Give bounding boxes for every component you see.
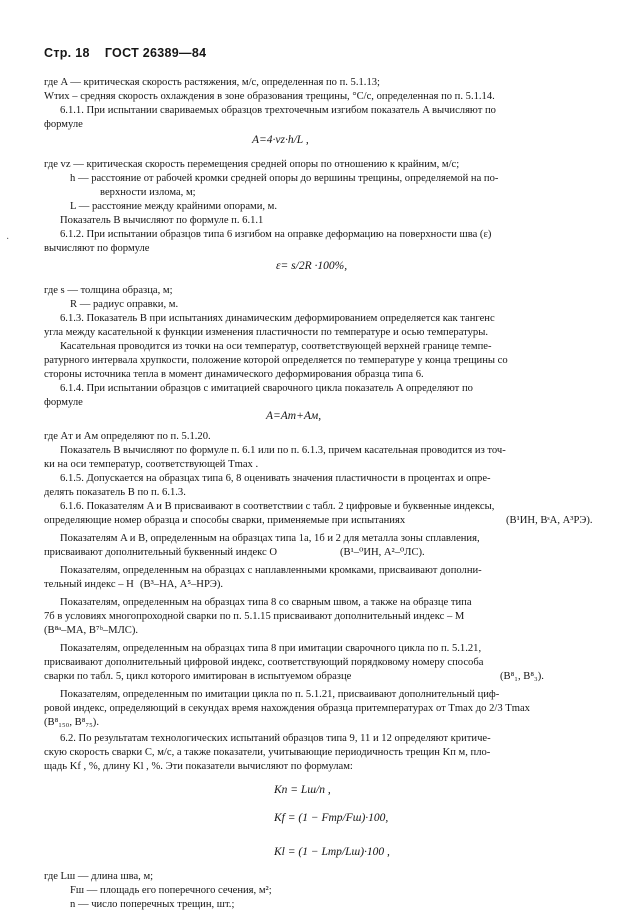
text-line: h — расстояние от рабочей кромки средней опоры до вершины трещины, определяемой на по- <box>70 173 499 184</box>
text-line: где A — критическая скорость растяжения, м/с, определенная по п. 5.1.13; <box>44 77 380 88</box>
text-line: присваивают дополнительный цифровой индекс, соответствующий порядковому номеру способа <box>44 657 484 668</box>
text-line: ки на оси температур, соответствующей Tmax . <box>44 459 259 470</box>
text-line: где s — толщина образца, м; <box>44 285 173 296</box>
text-line: вычисляют по формуле <box>44 243 150 254</box>
text-line: щадь Kf , %, длину Kl , %. Эти показатели вычисляют по формулам: <box>44 761 353 772</box>
text-line: где vz — критическая скорость перемещения средней опоры по отношению к крайним, м/с; <box>44 159 460 170</box>
text-line: Показателям, определенным по имитации цикла по п. 5.1.21, присваивают дополнительный циф- <box>60 689 500 700</box>
text-line: стороны источника тепла в момент динамического деформирования образца типа 6. <box>44 369 424 380</box>
text-line: 6.1.3. Показатель B при испытаниях динамическим деформированием определяется как тангенс <box>60 313 495 324</box>
text-line: Касательная проводится из точки на оси температур, соответствующей верхней границе темпе- <box>60 341 492 352</box>
text-line: формуле <box>44 119 83 130</box>
text-line: Показателям, определенным на образцах с наплавленными кромками, присваивают дополни- <box>60 565 482 576</box>
formula-kf: Kf = (1 − Fтр/Fш)·100, <box>274 812 389 824</box>
text-line: Показатель B вычисляют по формуле п. 6.1.1 <box>60 215 264 226</box>
text-line: ратурного интервала хрупкости, положение которой определяется по температуре у конца трещины со <box>44 355 508 366</box>
text-line: тельный индекс – Н <box>44 579 134 590</box>
text-line: где Lш — длина шва, м; <box>44 871 154 882</box>
formula-a: A=4·vz·h/L , <box>252 134 309 146</box>
text-line: ровой индекс, определяющий в секундах время нахождения образца притемпературах от Tmax до 2/3 Tmax <box>44 703 530 714</box>
text-line: Fш — площадь его поперечного сечения, м²; <box>70 885 272 896</box>
text-line: где Aт и Aм определяют по п. 5.1.20. <box>44 431 211 442</box>
text-line: 6.2. По результатам технологических испытаний образцов типа 9, 11 и 12 определяют критиче- <box>60 733 491 744</box>
text-line: L — расстояние между крайними опорами, м. <box>70 201 278 212</box>
formula-kl: Kl = (1 − Lтр/Lш)·100 , <box>274 846 390 858</box>
index-set: (B⁸₁₅₀, B⁸₇₅). <box>44 717 99 728</box>
index-set: (B¹–⁰ИН, A²–⁰ЛС). <box>340 547 425 558</box>
text-line: Показателям, определенным на образцах типа 8 со сварным швом, а также на образце типа <box>60 597 472 608</box>
margin-mark: · <box>6 234 10 245</box>
text-line: сварки по табл. 5, цикл которого имитирован в испытуемом образце <box>44 671 352 682</box>
text-line: 6.1.2. При испытании образцов типа 6 изгибом на оправке деформацию на поверхности шва (ε) <box>60 229 492 240</box>
text-line: Показатель B вычисляют по формуле п. 6.1 или по п. 6.1.3, причем касательная проводится из точ- <box>60 445 506 456</box>
text-line: 6.1.1. При испытании свариваемых образцов трехточечным изгибом показатель A вычисляют по <box>60 105 496 116</box>
index-set: (B¹ИН, BˢА, A³РЭ). <box>506 515 593 526</box>
index-set: (B⁸ᵃ–МА, B⁷ᵇ–МЛС). <box>44 625 139 636</box>
text-line: 6.1.6. Показателям A и B присваивают в соответствии с табл. 2 цифровые и буквенные индексы, <box>60 501 495 512</box>
text-line: формуле <box>44 397 83 408</box>
text-line: присваивают дополнительный буквенный индекс О <box>44 547 278 558</box>
text-line: n — число поперечных трещин, шт.; <box>70 899 235 910</box>
text-line: R — радиус оправки, м. <box>70 299 179 310</box>
text-line: определяющие номер образца и способы сварки, применяемые при испытаниях <box>44 515 406 526</box>
index-set: (B³–НА, A⁵–НРЭ). <box>140 579 224 590</box>
text-line: 6.1.5. Допускается на образцах типа 6, 8 оценивать значения пластичности в процентах и опре- <box>60 473 491 484</box>
text-line: 7б в условиях многопроходной сварки по п. 5.1.15 присваивают дополнительный индекс – М <box>44 611 465 622</box>
text-line: Wтих – средняя скорость охлаждения в зоне образования трещины, °С/с, определенная по п. 5.1.14. <box>44 91 495 102</box>
text-line: 6.1.4. При испытании образцов с имитацией сварочного цикла показатель A определяют по <box>60 383 473 394</box>
formula-epsilon: ε= s/2R ·100%, <box>276 260 348 272</box>
page-header <box>44 46 206 60</box>
text-line: верхности излома, м; <box>100 187 196 198</box>
text-line: угла между касательной к функции изменения пластичности по температуре и осью температуры. <box>44 327 488 338</box>
text-line: Показателям A и B, определенным на образцах типа 1а, 1б и 2 для металла зоны сплавления, <box>60 533 480 544</box>
formula-a-sum: A=Aт+Aм, <box>266 410 322 422</box>
index-set: (B⁸₁, B⁸₃). <box>500 671 544 682</box>
text-line: Показателям, определенным на образцах типа 8 при имитации сварочного цикла по п. 5.1.21, <box>60 643 482 654</box>
formula-kn: Kп = Lш/n , <box>274 784 331 796</box>
page-number: Стр. 18 <box>44 46 90 60</box>
text-line: скую скорость сварки C, м/с, а также показатели, учитывающие периодичность трещин Kп м, пло- <box>44 747 491 758</box>
standard-number: ГОСТ 26389—84 <box>104 46 207 60</box>
text-line: делять показатель B по п. 6.1.3. <box>44 487 186 498</box>
